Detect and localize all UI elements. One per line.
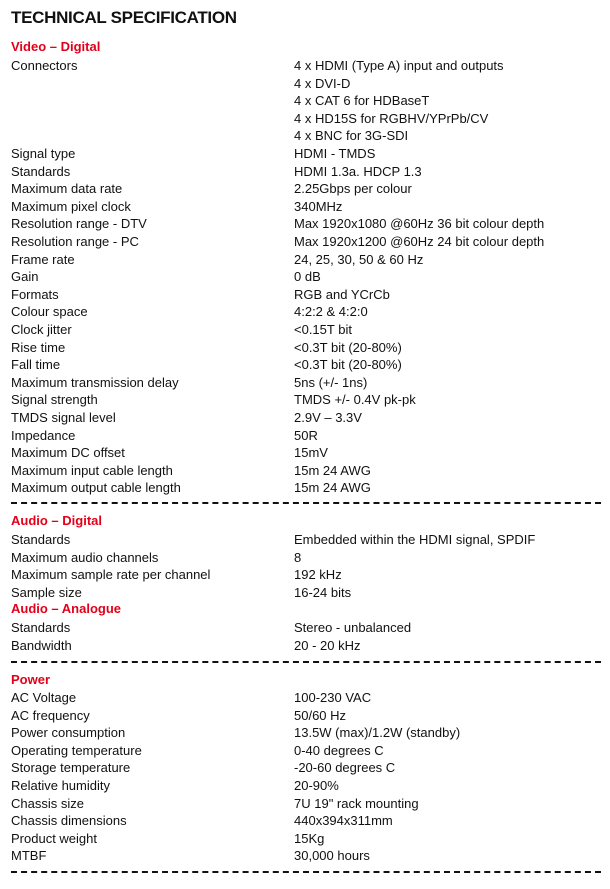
- spec-row: [11, 759, 601, 776]
- spec-label: Chassis dimensions: [11, 813, 127, 829]
- spec-label: Fall time: [11, 357, 61, 373]
- spec-row: [11, 163, 601, 180]
- spec-row: [11, 339, 601, 356]
- spec-value: Max 1920x1080 @60Hz 36 bit colour depth: [294, 216, 545, 232]
- spec-label: Frame rate: [11, 251, 75, 267]
- spec-value: 20 - 20 kHz: [294, 637, 361, 653]
- spec-label: Resolution range - DTV: [11, 216, 147, 232]
- spec-value: 24, 25, 30, 50 & 60 Hz: [294, 251, 424, 267]
- spec-value: 4 x HD15S for RGBHV/YPrPb/CV: [294, 110, 489, 126]
- spec-label: Storage temperature: [11, 760, 131, 776]
- spec-label: Standards: [11, 163, 71, 179]
- spec-row: [11, 637, 601, 654]
- spec-value: 16-24 bits: [294, 584, 352, 600]
- spec-row: [11, 286, 601, 303]
- spec-row: [11, 75, 601, 92]
- spec-row: [11, 847, 601, 864]
- spec-value: Stereo - unbalanced: [294, 620, 412, 635]
- spec-row: [11, 409, 601, 426]
- spec-label: Relative humidity: [11, 778, 110, 793]
- spec-value: 2.25Gbps per colour: [294, 181, 412, 197]
- spec-value: HDMI - TMDS: [294, 146, 376, 161]
- spec-label: Signal type: [11, 146, 76, 161]
- spec-label: Maximum sample rate per channel: [11, 567, 211, 583]
- spec-row: [11, 707, 601, 724]
- spec-row: [11, 531, 601, 548]
- spec-value: Embedded within the HDMI signal, SPDIF: [294, 532, 536, 547]
- spec-label: Product weight: [11, 830, 97, 846]
- spec-row: [11, 777, 601, 794]
- spec-row: [11, 57, 601, 74]
- spec-label: AC Voltage: [11, 690, 77, 705]
- spec-value: <0.3T bit (20-80%): [294, 357, 402, 373]
- spec-row: [11, 391, 601, 408]
- spec-value: 0-40 degrees C: [294, 742, 384, 758]
- spec-row: [11, 180, 601, 197]
- spec-label: AC frequency: [11, 707, 90, 723]
- spec-label: Maximum input cable length: [11, 462, 173, 478]
- spec-value: 13.5W (max)/1.2W (standby): [294, 725, 461, 741]
- spec-row: [11, 233, 601, 250]
- spec-label: Resolution range - PC: [11, 234, 139, 249]
- spec-value: 20-90%: [294, 778, 339, 793]
- spec-label: Rise time: [11, 339, 66, 355]
- spec-value: 192 kHz: [294, 567, 342, 583]
- spec-value: 5ns (+/- 1ns): [294, 374, 368, 390]
- spec-value: 7U 19" rack mounting: [294, 795, 419, 811]
- spec-row: [11, 462, 601, 479]
- section-divider: [11, 661, 601, 663]
- spec-row: [11, 724, 601, 741]
- spec-label: Impedance: [11, 427, 76, 443]
- spec-label: Colour space: [11, 304, 88, 320]
- spec-value: 30,000 hours: [294, 848, 370, 864]
- spec-value: 440x394x311mm: [294, 813, 393, 829]
- spec-label: Bandwidth: [11, 637, 72, 653]
- spec-value: <0.3T bit (20-80%): [294, 339, 402, 355]
- spec-row: [11, 145, 601, 162]
- spec-row: [11, 830, 601, 847]
- spec-value: -20-60 degrees C: [294, 760, 396, 776]
- section-heading-video-digital: Video – Digital: [11, 39, 101, 54]
- spec-row: [11, 584, 601, 601]
- spec-label: Connectors: [11, 58, 78, 73]
- spec-value: 340MHz: [294, 198, 343, 214]
- spec-label: Clock jitter: [11, 322, 72, 337]
- spec-row: [11, 549, 601, 566]
- spec-value: 15m 24 AWG: [294, 462, 371, 478]
- spec-value: 4 x CAT 6 for HDBaseT: [294, 93, 430, 109]
- spec-row: [11, 198, 601, 215]
- spec-row: [11, 427, 601, 444]
- spec-label: Maximum audio channels: [11, 549, 159, 565]
- spec-row: [11, 689, 601, 706]
- spec-label: MTBF: [11, 848, 47, 864]
- spec-label: Sample size: [11, 584, 82, 600]
- spec-row: [11, 742, 601, 759]
- spec-label: TMDS signal level: [11, 410, 116, 425]
- spec-label: Standards: [11, 532, 71, 547]
- section-divider: [11, 502, 601, 504]
- section-divider: [11, 871, 601, 873]
- spec-row: [11, 92, 601, 109]
- spec-row: [11, 444, 601, 461]
- spec-label: Signal strength: [11, 392, 98, 408]
- spec-value: HDMI 1.3a. HDCP 1.3: [294, 163, 422, 179]
- spec-value: 0 dB: [294, 269, 321, 285]
- spec-value: <0.15T bit: [294, 322, 352, 337]
- spec-label: Maximum DC offset: [11, 445, 125, 461]
- spec-row: [11, 303, 601, 320]
- spec-value: 4:2:2 & 4:2:0: [294, 304, 368, 320]
- spec-row: [11, 566, 601, 583]
- spec-row: [11, 374, 601, 391]
- spec-row: [11, 812, 601, 829]
- spec-value: 8: [294, 549, 302, 565]
- spec-label: Formats: [11, 286, 59, 302]
- spec-row: [11, 795, 601, 812]
- spec-label: Maximum transmission delay: [11, 374, 179, 390]
- spec-label: Maximum pixel clock: [11, 198, 131, 214]
- spec-row: [11, 215, 601, 232]
- spec-value: TMDS +/- 0.4V pk-pk: [294, 392, 416, 408]
- page-title: TECHNICAL SPECIFICATION: [11, 8, 237, 27]
- spec-row: [11, 321, 601, 338]
- section-heading-audio-digital: Audio – Digital: [11, 513, 102, 528]
- spec-label: Standards: [11, 620, 71, 635]
- spec-row: [11, 479, 601, 496]
- spec-row: [11, 127, 601, 144]
- section-heading-power: Power: [11, 672, 51, 687]
- spec-value: 50/60 Hz: [294, 707, 347, 723]
- spec-label: Power consumption: [11, 725, 126, 741]
- spec-value: RGB and YCrCb: [294, 286, 390, 302]
- spec-label: Gain: [11, 269, 39, 285]
- section-heading-audio-analogue: Audio – Analogue: [11, 601, 122, 616]
- spec-row: [11, 251, 601, 268]
- spec-row: [11, 619, 601, 636]
- spec-label: Operating temperature: [11, 742, 142, 758]
- spec-value: 50R: [294, 427, 318, 443]
- spec-value: Max 1920x1200 @60Hz 24 bit colour depth: [294, 234, 545, 249]
- spec-row: [11, 268, 601, 285]
- spec-value: 15Kg: [294, 830, 325, 846]
- spec-row: [11, 356, 601, 373]
- spec-label: Chassis size: [11, 795, 84, 811]
- spec-label: Maximum output cable length: [11, 480, 181, 496]
- spec-value: 4 x HDMI (Type A) input and outputs: [294, 58, 504, 73]
- spec-value: 15m 24 AWG: [294, 480, 371, 496]
- spec-value: 2.9V – 3.3V: [294, 410, 362, 425]
- spec-row: [11, 110, 601, 127]
- spec-value: 15mV: [294, 445, 328, 461]
- spec-value: 4 x DVI-D: [294, 75, 351, 91]
- spec-label: Maximum data rate: [11, 181, 123, 197]
- spec-value: 100-230 VAC: [294, 690, 372, 705]
- spec-value: 4 x BNC for 3G-SDI: [294, 128, 409, 144]
